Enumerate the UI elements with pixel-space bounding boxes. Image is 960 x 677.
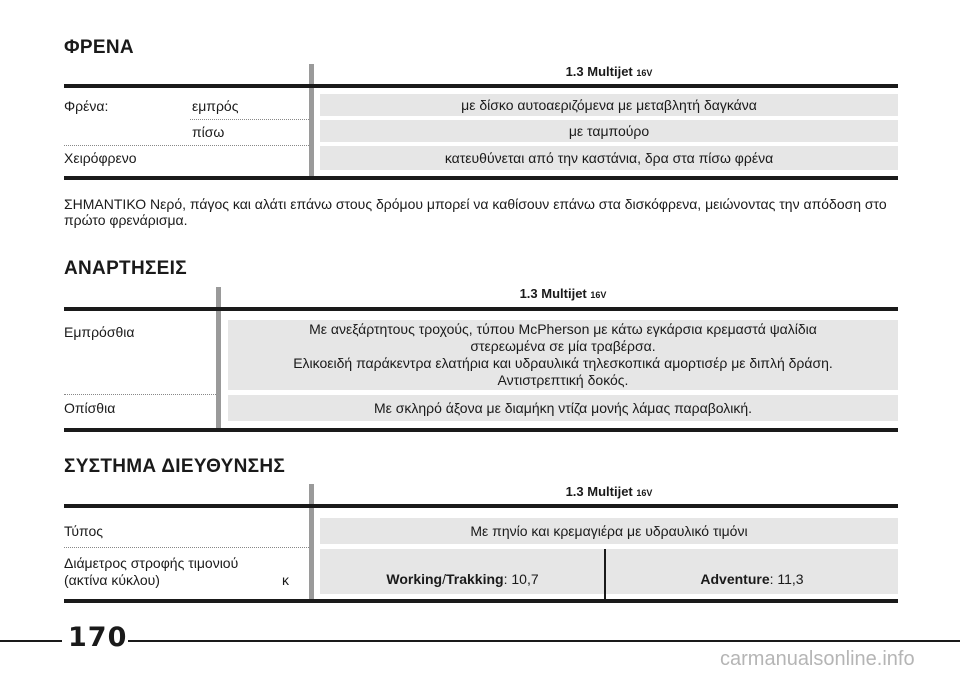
row-divider [64, 547, 309, 548]
engine-suffix: 16V [636, 68, 653, 78]
steering-type-value: Με πηνίο και κρεμαγιέρα με υδραυλικό τιμόνι [320, 518, 898, 544]
value-adventure: : 11,3 [769, 571, 804, 587]
suspension-bottom-rule [64, 428, 898, 432]
brakes-bottom-rule [64, 176, 898, 180]
brakes-front-label: εμπρός [192, 98, 239, 114]
brakes-engine-header [320, 64, 898, 79]
suspension-front-line: Ελικοειδή παράκεντρα ελατήρια και υδραυλικά τηλεσκοπικά αμορτισέρ με διπλή δράση. [293, 355, 833, 371]
steering-bottom-rule [64, 599, 898, 603]
version-trakking: Trakking [446, 571, 504, 587]
brakes-title: ΦΡΕΝΑ [64, 37, 134, 58]
version-adventure: Adventure [700, 571, 770, 587]
engine-suffix: 16V [636, 488, 653, 498]
brakes-front-value: με δίσκο αυτοαεριζόμενα με μεταβλητή δαγκάνα [320, 94, 898, 116]
brakes-rear-value: με ταμπούρο [320, 120, 898, 142]
brakes-top-rule [64, 84, 898, 88]
suspension-rear-value: Με σκληρό άξονα με διαμήκη ντίζα μονής λάμας παραβολική. [228, 395, 898, 421]
suspension-front-value [228, 320, 898, 390]
page-number: 170 [68, 622, 128, 653]
row-divider [64, 394, 216, 395]
watermark: carmanualsonline.info [720, 648, 915, 670]
steering-top-rule [64, 504, 898, 508]
engine-label: 1.3 Multijet [519, 286, 587, 301]
turning-diameter-sublabel: (ακτίνα κύκλου) [64, 572, 160, 588]
handbrake-label: Χειρόφρενο [64, 150, 137, 166]
brakes-note: ΣΗΜΑΝΤΙΚΟ Νερό, πάγος και αλάτι επάνω στους δρόμου μπορεί να καθίσουν επάνω στα δισκόφρενα, μειώνοντας την απόδοση στο πρώτο φρενάρισμα. [64, 196, 887, 228]
steering-engine-header [320, 484, 898, 499]
turning-diameter-label: Διάμετρος στροφής τιμονιού [64, 555, 239, 571]
row-divider [64, 145, 309, 146]
suspension-title: ΑΝΑΡΤΗΣΕΙΣ [64, 258, 187, 279]
suspension-front-line: στερεωμένα σε μία τραβέρσα. [470, 338, 656, 354]
brakes-rear-label: πίσω [192, 124, 225, 140]
suspension-rear-label: Οπίσθια [64, 400, 116, 416]
footer-rule-left [0, 640, 62, 642]
turning-diameter-symbol: κ [282, 572, 289, 588]
suspension-front-label: Εμπρόσθια [64, 324, 135, 340]
engine-label: 1.3 Multijet [565, 64, 633, 79]
engine-label: 1.3 Multijet [565, 484, 633, 499]
steering-type-label: Τύπος [64, 523, 103, 539]
brakes-column-divider [309, 64, 314, 180]
version-separator: / [442, 571, 446, 587]
steering-title: ΣΥΣΤΗΜΑ ΔΙΕΥΘΥΝΣΗΣ [64, 456, 286, 477]
suspension-front-line: Αντιστρεπτική δοκός. [497, 372, 629, 388]
row-divider [190, 119, 309, 120]
value-working: : 10,7 [503, 571, 539, 587]
steering-column-divider [309, 484, 314, 602]
engine-suffix: 16V [590, 290, 607, 300]
version-working: Working [386, 571, 443, 587]
turning-diameter-value-working [320, 549, 605, 594]
handbrake-value: κατευθύνεται από την καστάνια, δρα στα πίσω φρένα [320, 146, 898, 170]
suspension-top-rule [64, 307, 898, 311]
brakes-label: Φρένα: [64, 98, 109, 114]
suspension-engine-header [228, 286, 898, 301]
footer-rule-right [128, 640, 960, 642]
turning-diameter-value-adventure [606, 549, 898, 594]
suspension-front-line: Με ανεξάρτητους τροχούς, τύπου McPherson με κάτω εγκάρσια κρεμαστά ψαλίδια [309, 321, 817, 337]
